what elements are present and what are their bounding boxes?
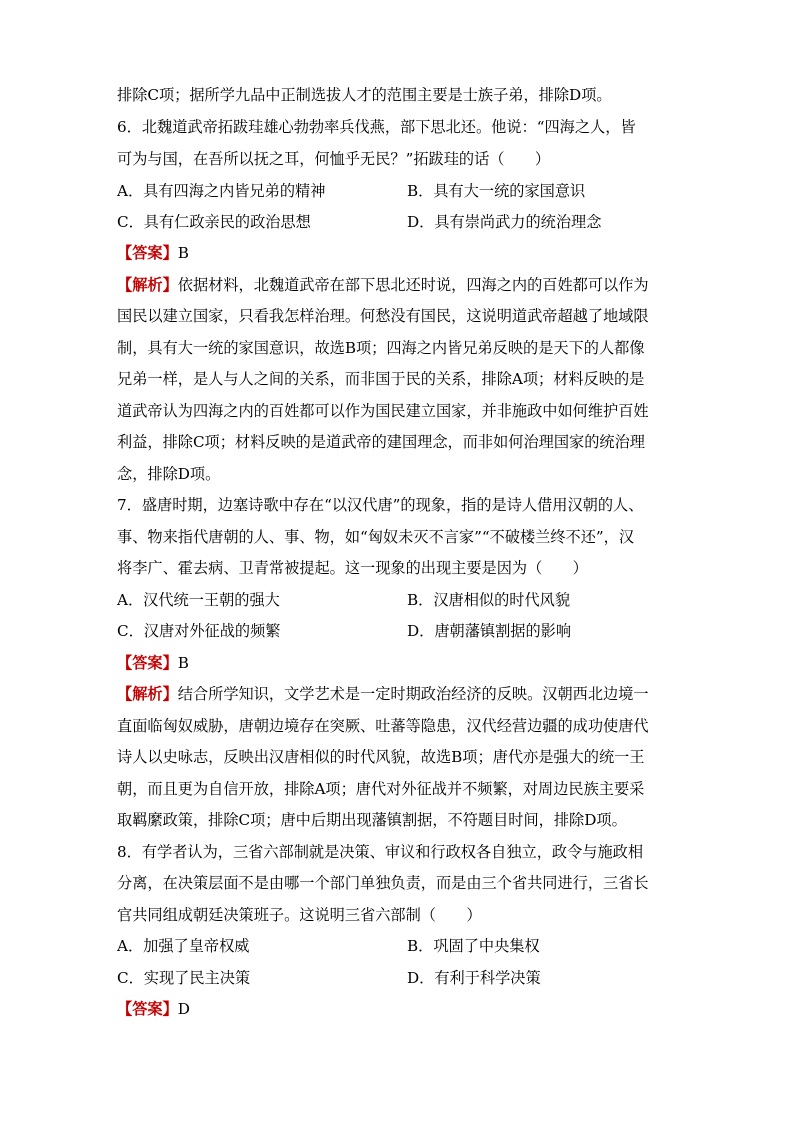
question-6-option-d: D．具有崇尚武力的统治理念 [407,213,602,231]
question-6-option-a: A．具有四海之内皆兄弟的精神 [117,182,326,200]
question-7-analysis-line: 取羁縻政策，排除C项；唐中后期出现藩镇割据，不符题目时间，排除D项。 [117,811,627,829]
question-6-analysis-line: 念，排除D项。 [117,465,221,483]
question-8-stem-line-1: 8．有学者认为，三省六部制就是决策、审议和行政权各自独立，政令与施政相 [117,843,644,861]
question-6-option-b: B．具有大一统的家国意识 [407,182,586,200]
question-7-analysis-line: 诗人以史咏志，反映出汉唐相似的时代风貌，故选B项；唐代亦是强大的统一王 [117,748,645,766]
analysis-tag: 【解析】 [117,685,178,703]
question-7-option-a: A．汉代统一王朝的强大 [117,591,280,609]
question-8-stem-line-3: 官共同组成朝廷决策班子。这说明三省六部制（ ） [117,906,482,924]
question-7-stem-line-3: 将李广、霍去病、卫青常被提起。这一现象的出现主要是因为（ ） [117,559,588,577]
analysis-text: 依据材料，北魏道武帝在部下思北还时说，四海之内的百姓都可以作为 [177,276,649,294]
question-6-analysis-line: 利益，排除C项；材料反映的是道武帝的建国理念，而非如何治理国家的统治理 [117,433,645,451]
question-7-option-d: D．唐朝藩镇割据的影响 [407,622,572,640]
analysis-text: 结合所学知识，文学艺术是一定时期政治经济的反映。汉朝西北边境一 [177,685,649,703]
question-6-analysis-line: 国民以建立国家，只看我怎样治理。何愁没有国民，这说明道武帝超越了地域限 [117,307,649,325]
question-8-stem-line-2: 分离，在决策层面不是由哪一个部门单独负责，而是由三个省共同进行，三省长 [117,874,649,892]
answer-value: B [177,654,189,672]
answer-value: D [177,1000,190,1018]
answer-value: B [177,244,189,262]
question-7-analysis-line-1 [117,684,649,704]
analysis-tag: 【解析】 [117,276,178,294]
question-6-analysis-line: 兄弟一样，是人与人之间的关系，而非国于民的关系，排除A项；材料反映的是 [117,370,645,388]
question-7-analysis-line: 直面临匈奴威胁，唐朝边境存在突厥、吐蕃等隐患，汉代经营边疆的成功使唐代 [117,717,649,735]
text-line: 排除C项；据所学九品中正制选拔人才的范围主要是士族子弟，排除D项。 [117,86,612,104]
question-7-stem-line-2: 事、物来指代唐朝的人、事、物，如“匈奴未灭不言家”“不破楼兰终不还”，汉 [117,528,635,546]
question-8-answer [117,999,190,1019]
question-8-option-c: C．实现了民主决策 [117,969,251,987]
question-7-analysis-line: 朝，而且更为自信开放，排除A项；唐代对外征战并不频繁，对周边民族主要采 [117,780,645,798]
question-6-analysis-line-1 [117,275,649,295]
question-8-option-a: A．加强了皇帝权威 [117,937,250,955]
question-6-stem-line-1: 6．北魏道武帝拓跋珪雄心勃勃率兵伐燕，部下思北还。他说：“四海之人，皆 [117,118,636,136]
question-7-answer [117,653,189,673]
answer-tag: 【答案】 [117,654,178,672]
question-6-stem-line-2: 可为与国，在吾所以抚之耳，何恤乎无民？”拓跋珪的话（ ） [117,150,551,168]
answer-tag: 【答案】 [117,1000,178,1018]
question-6-analysis-line: 道武帝认为四海之内的百姓都可以作为国民建立国家，并非施政中如何维护百姓 [117,402,649,420]
question-8-option-d: D．有利于科学决策 [407,969,541,987]
question-7-option-b: B．汉唐相似的时代风貌 [407,591,571,609]
question-7-option-c: C．汉唐对外征战的频繁 [117,622,281,640]
question-6-option-c: C．具有仁政亲民的政治思想 [117,213,311,231]
question-6-answer [117,243,189,263]
question-6-analysis-line: 制，具有大一统的家国意识，故选B项；四海之内皆兄弟反映的是天下的人都像 [117,339,645,357]
question-7-stem-line-1: 7．盛唐时期，边塞诗歌中存在“以汉代唐”的现象，指的是诗人借用汉朝的人、 [117,496,644,514]
answer-tag: 【答案】 [117,244,178,262]
question-8-option-b: B．巩固了中央集权 [407,937,540,955]
